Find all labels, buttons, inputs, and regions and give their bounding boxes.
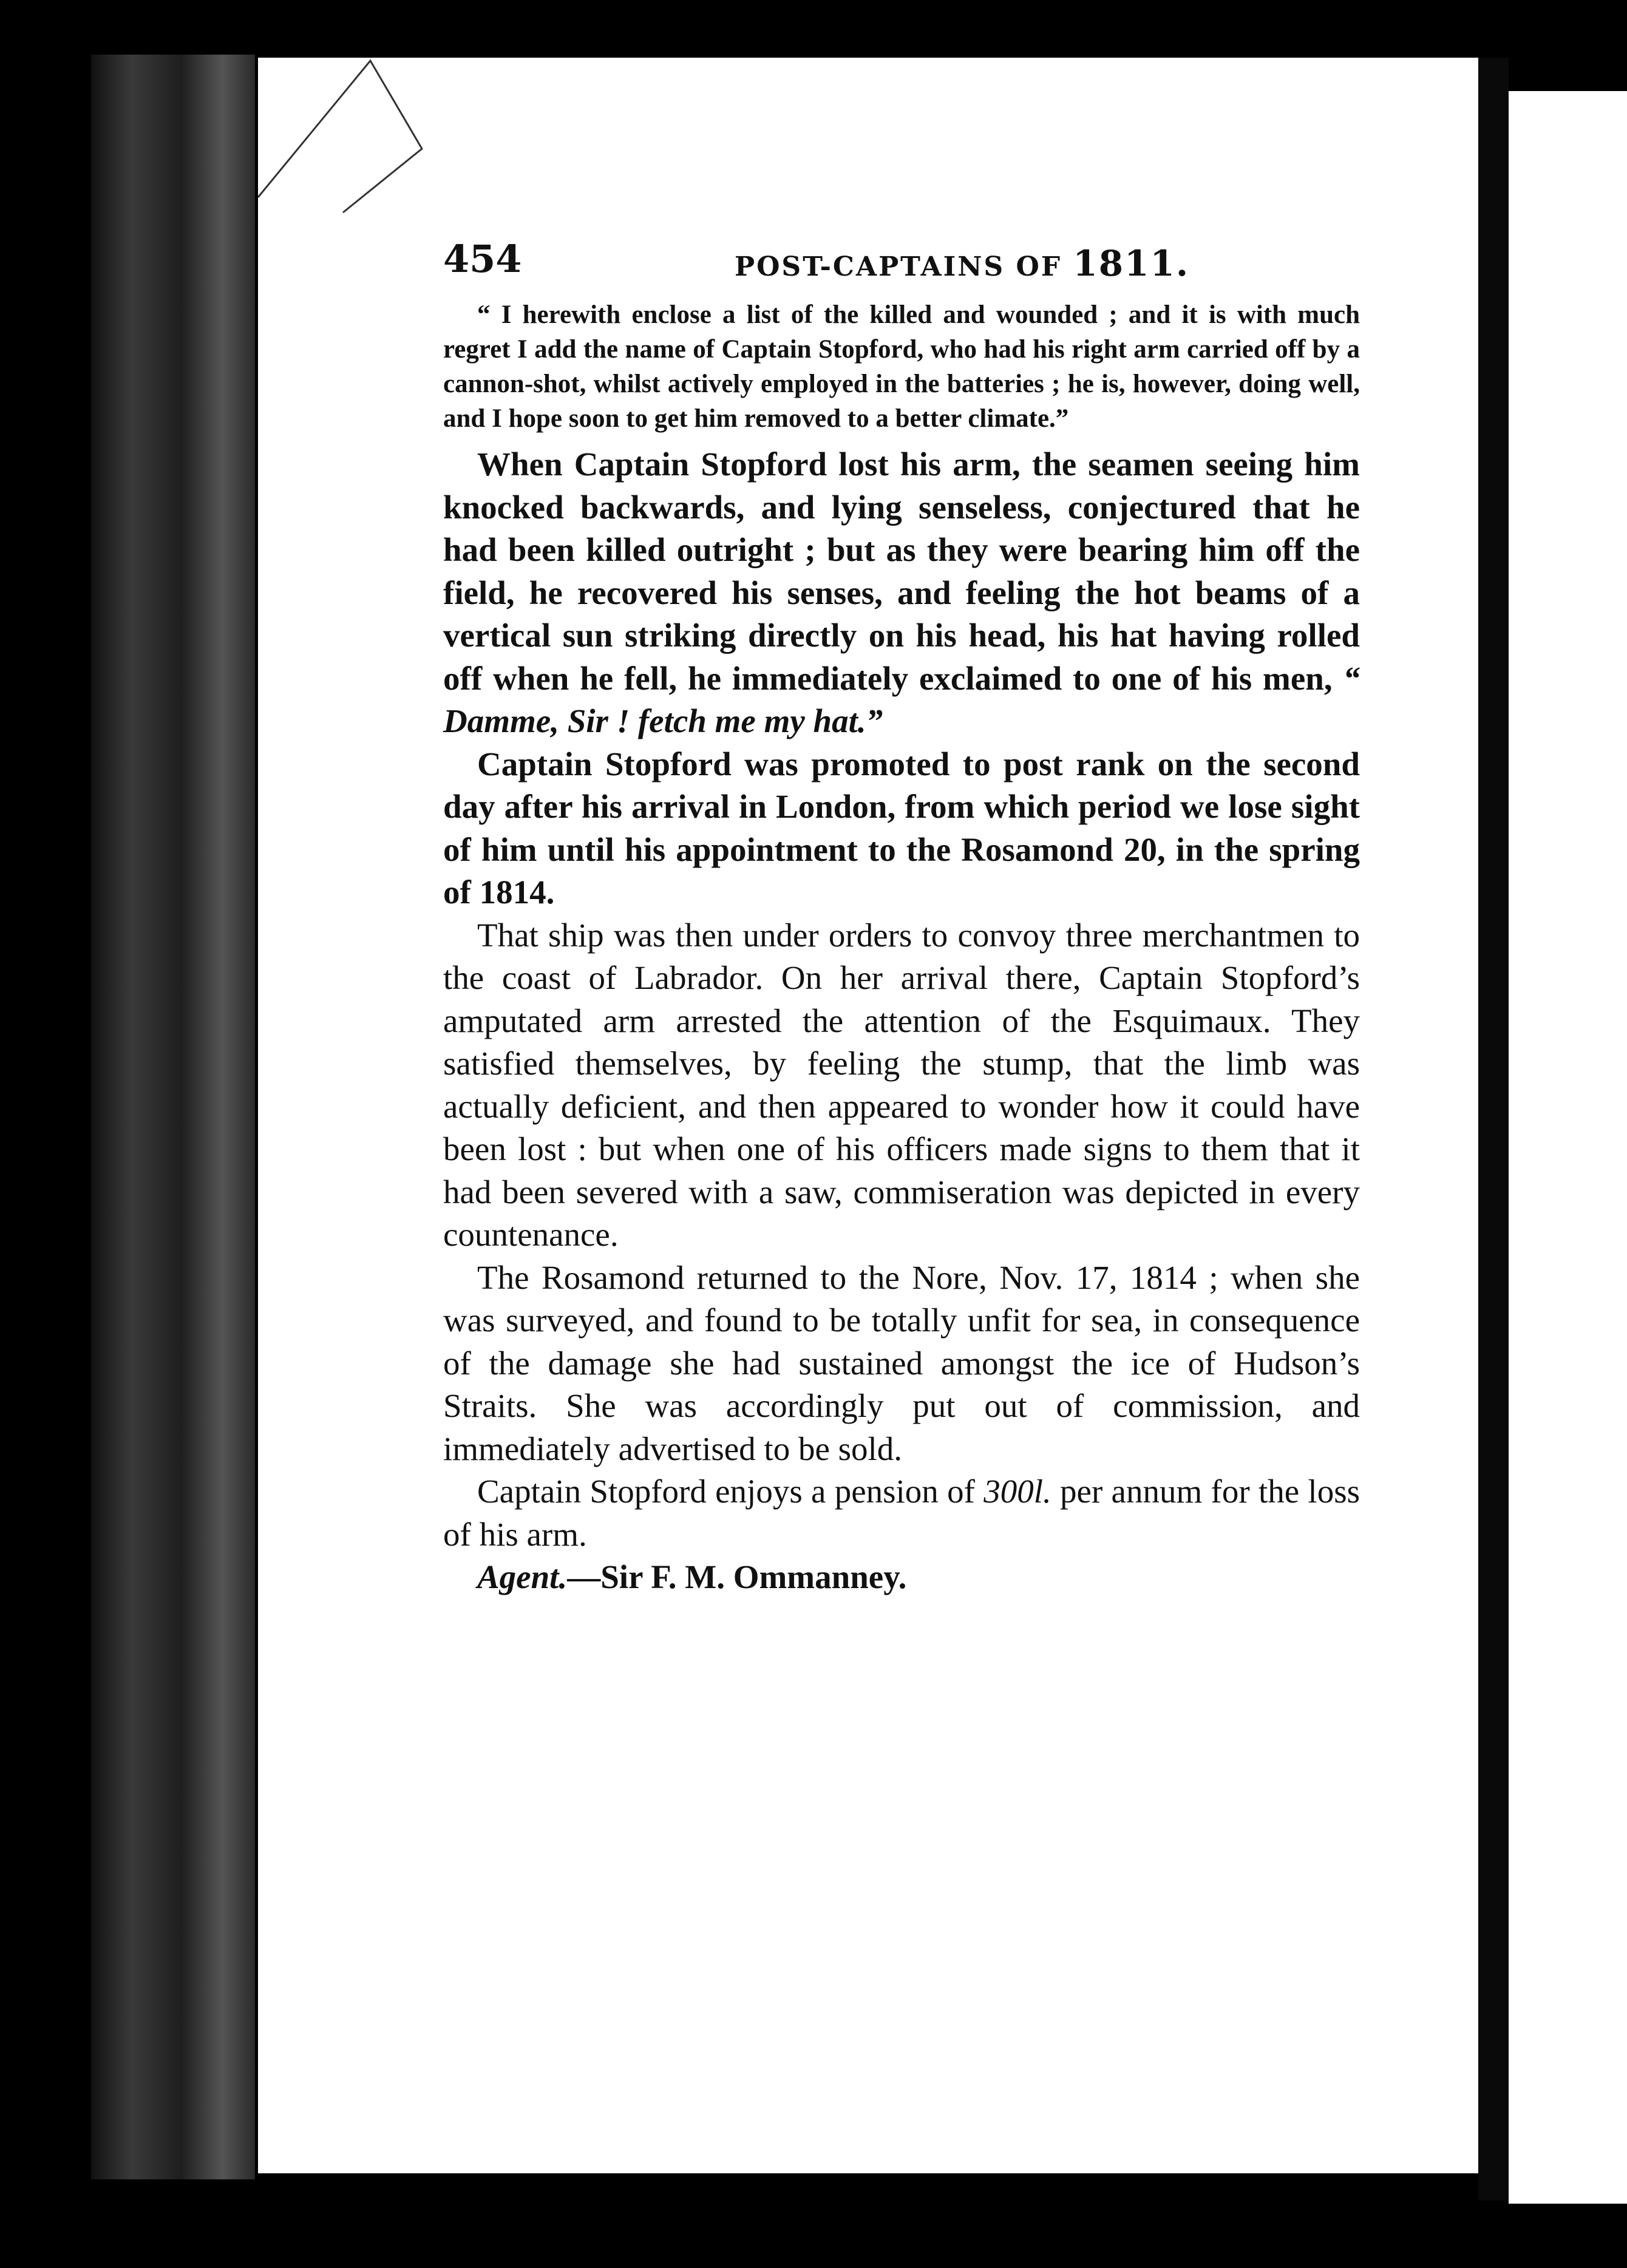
book-spine [91,55,255,2179]
agent-name: —Sir F. M. Ommanney. [567,1558,907,1595]
page-header [443,237,1360,285]
paragraph-1 [443,443,1360,743]
paragraph-5 [443,1470,1360,1556]
paragraph-4: The Rosamond returned to the Nore, Nov. 17, 1814 ; when she was surveyed, and found to be totally unfit for sea, in consequence of the damage she had sustained amongst the ice of Hudson’s Straits. She was accordingly put out of commission, and immediately advertised to be sold. [443,1258,1360,1467]
pension-amount: 300l. [983,1473,1051,1510]
paragraph-2: Captain Stopford was promoted to post rank on the second day after his arrival in London, from which period we lose sight of him until his appointment to the Rosamond 20, in the spring of 1814. [443,745,1360,911]
running-head-year: 1811. [1073,243,1190,284]
letter-quote: “ I herewith enclose a list of the killed and wounded ; and it is with much regret I add the name of Captain Stopford, who had his right arm carried off by a cannon-shot, whilst actively employed in the batteries ; he is, however, doing well, and I hope soon to get him removed to a better climate.” [443,300,1360,433]
gutter-shadow [1478,58,1509,2201]
facing-page-edge [1509,91,1627,2204]
paragraph-1-quote: “ Damme, Sir ! fetch me my hat.” [443,659,1360,739]
paragraph-1-text: When Captain Stopford lost his arm, the seamen seeing him knocked backwards, and lying senseless, conjectured that he had been killed outright ; but as they were bearing him off the field, he recovered his senses, and feeling the hot beams of a vertical sun striking directly on his head, his hat having rolled off when he fell, he immediately exclaimed to one of his men, [443,446,1360,697]
paragraph-3: That ship was then under orders to convoy three merchantmen to the coast of Labrador. On her arrival there, Captain Stopford’s amputated arm arrested the attention of the Esquimaux. They satisfied themselves, by feeling the stump, that the limb was actually deficient, and then appeared to wonder how it could have been lost : but when one of his officers made signs to them that it had been severed with a saw, commiseration was depicted in every countenance. [443,916,1360,1253]
page-number: 454 [443,237,522,281]
running-head-title: POST-CAPTAINS OF [735,251,1062,282]
paragraph-5-text: Captain Stopford enjoys a pension of [477,1473,975,1510]
page-body [443,297,1360,1598]
agent-label: Agent. [477,1558,568,1595]
folded-corner-mark [258,58,440,228]
running-head [735,243,1189,284]
paragraph-5-rest: per annum for the loss of his arm. [443,1473,1360,1553]
agent-line [443,1556,1360,1598]
